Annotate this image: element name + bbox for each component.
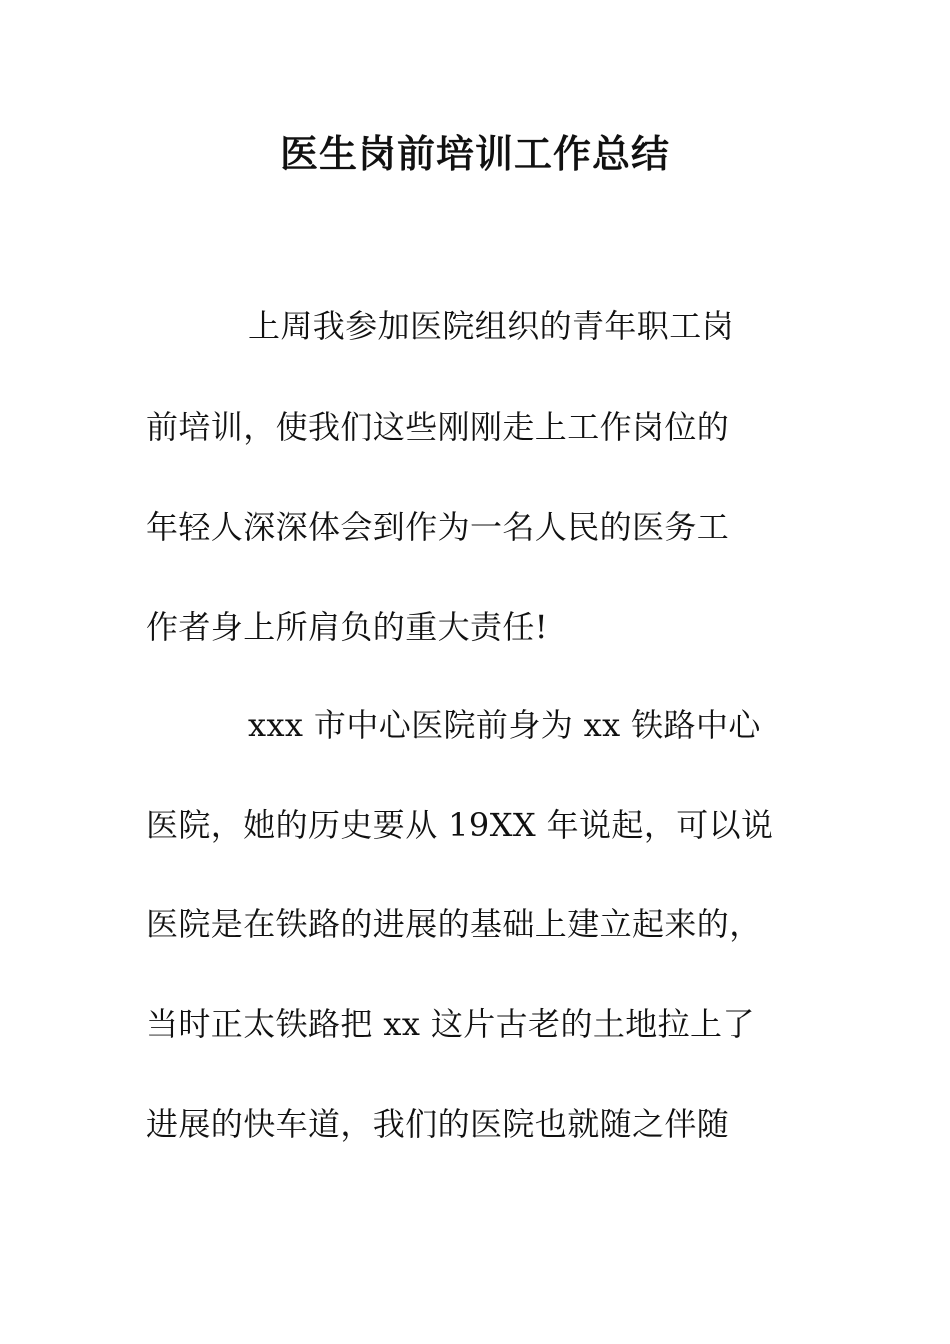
paragraph-line: 进展的快车道，我们的医院也就随之伴随 [146, 1105, 730, 1143]
paragraph-line: 年轻人深深体会到作为一名人民的医务工 [146, 508, 730, 546]
paragraph-line: 前培训，使我们这些刚刚走上工作岗位的 [146, 408, 730, 446]
paragraph-line: 上周我参加医院组织的青年职工岗 [248, 307, 735, 345]
paragraph-line: 医院，她的历史要从 19XX 年说起，可以说 [146, 806, 774, 844]
paragraph-line: 当时正太铁路把 xx 这片古老的土地拉上了 [146, 1005, 755, 1043]
paragraph-line: xxx 市中心医院前身为 xx 铁路中心 [248, 706, 761, 744]
paragraph-line: 医院是在铁路的进展的基础上建立起来的， [146, 905, 762, 943]
document-title: 医生岗前培训工作总结 [279, 132, 670, 176]
paragraph-line: 作者身上所肩负的重大责任! [146, 608, 549, 646]
